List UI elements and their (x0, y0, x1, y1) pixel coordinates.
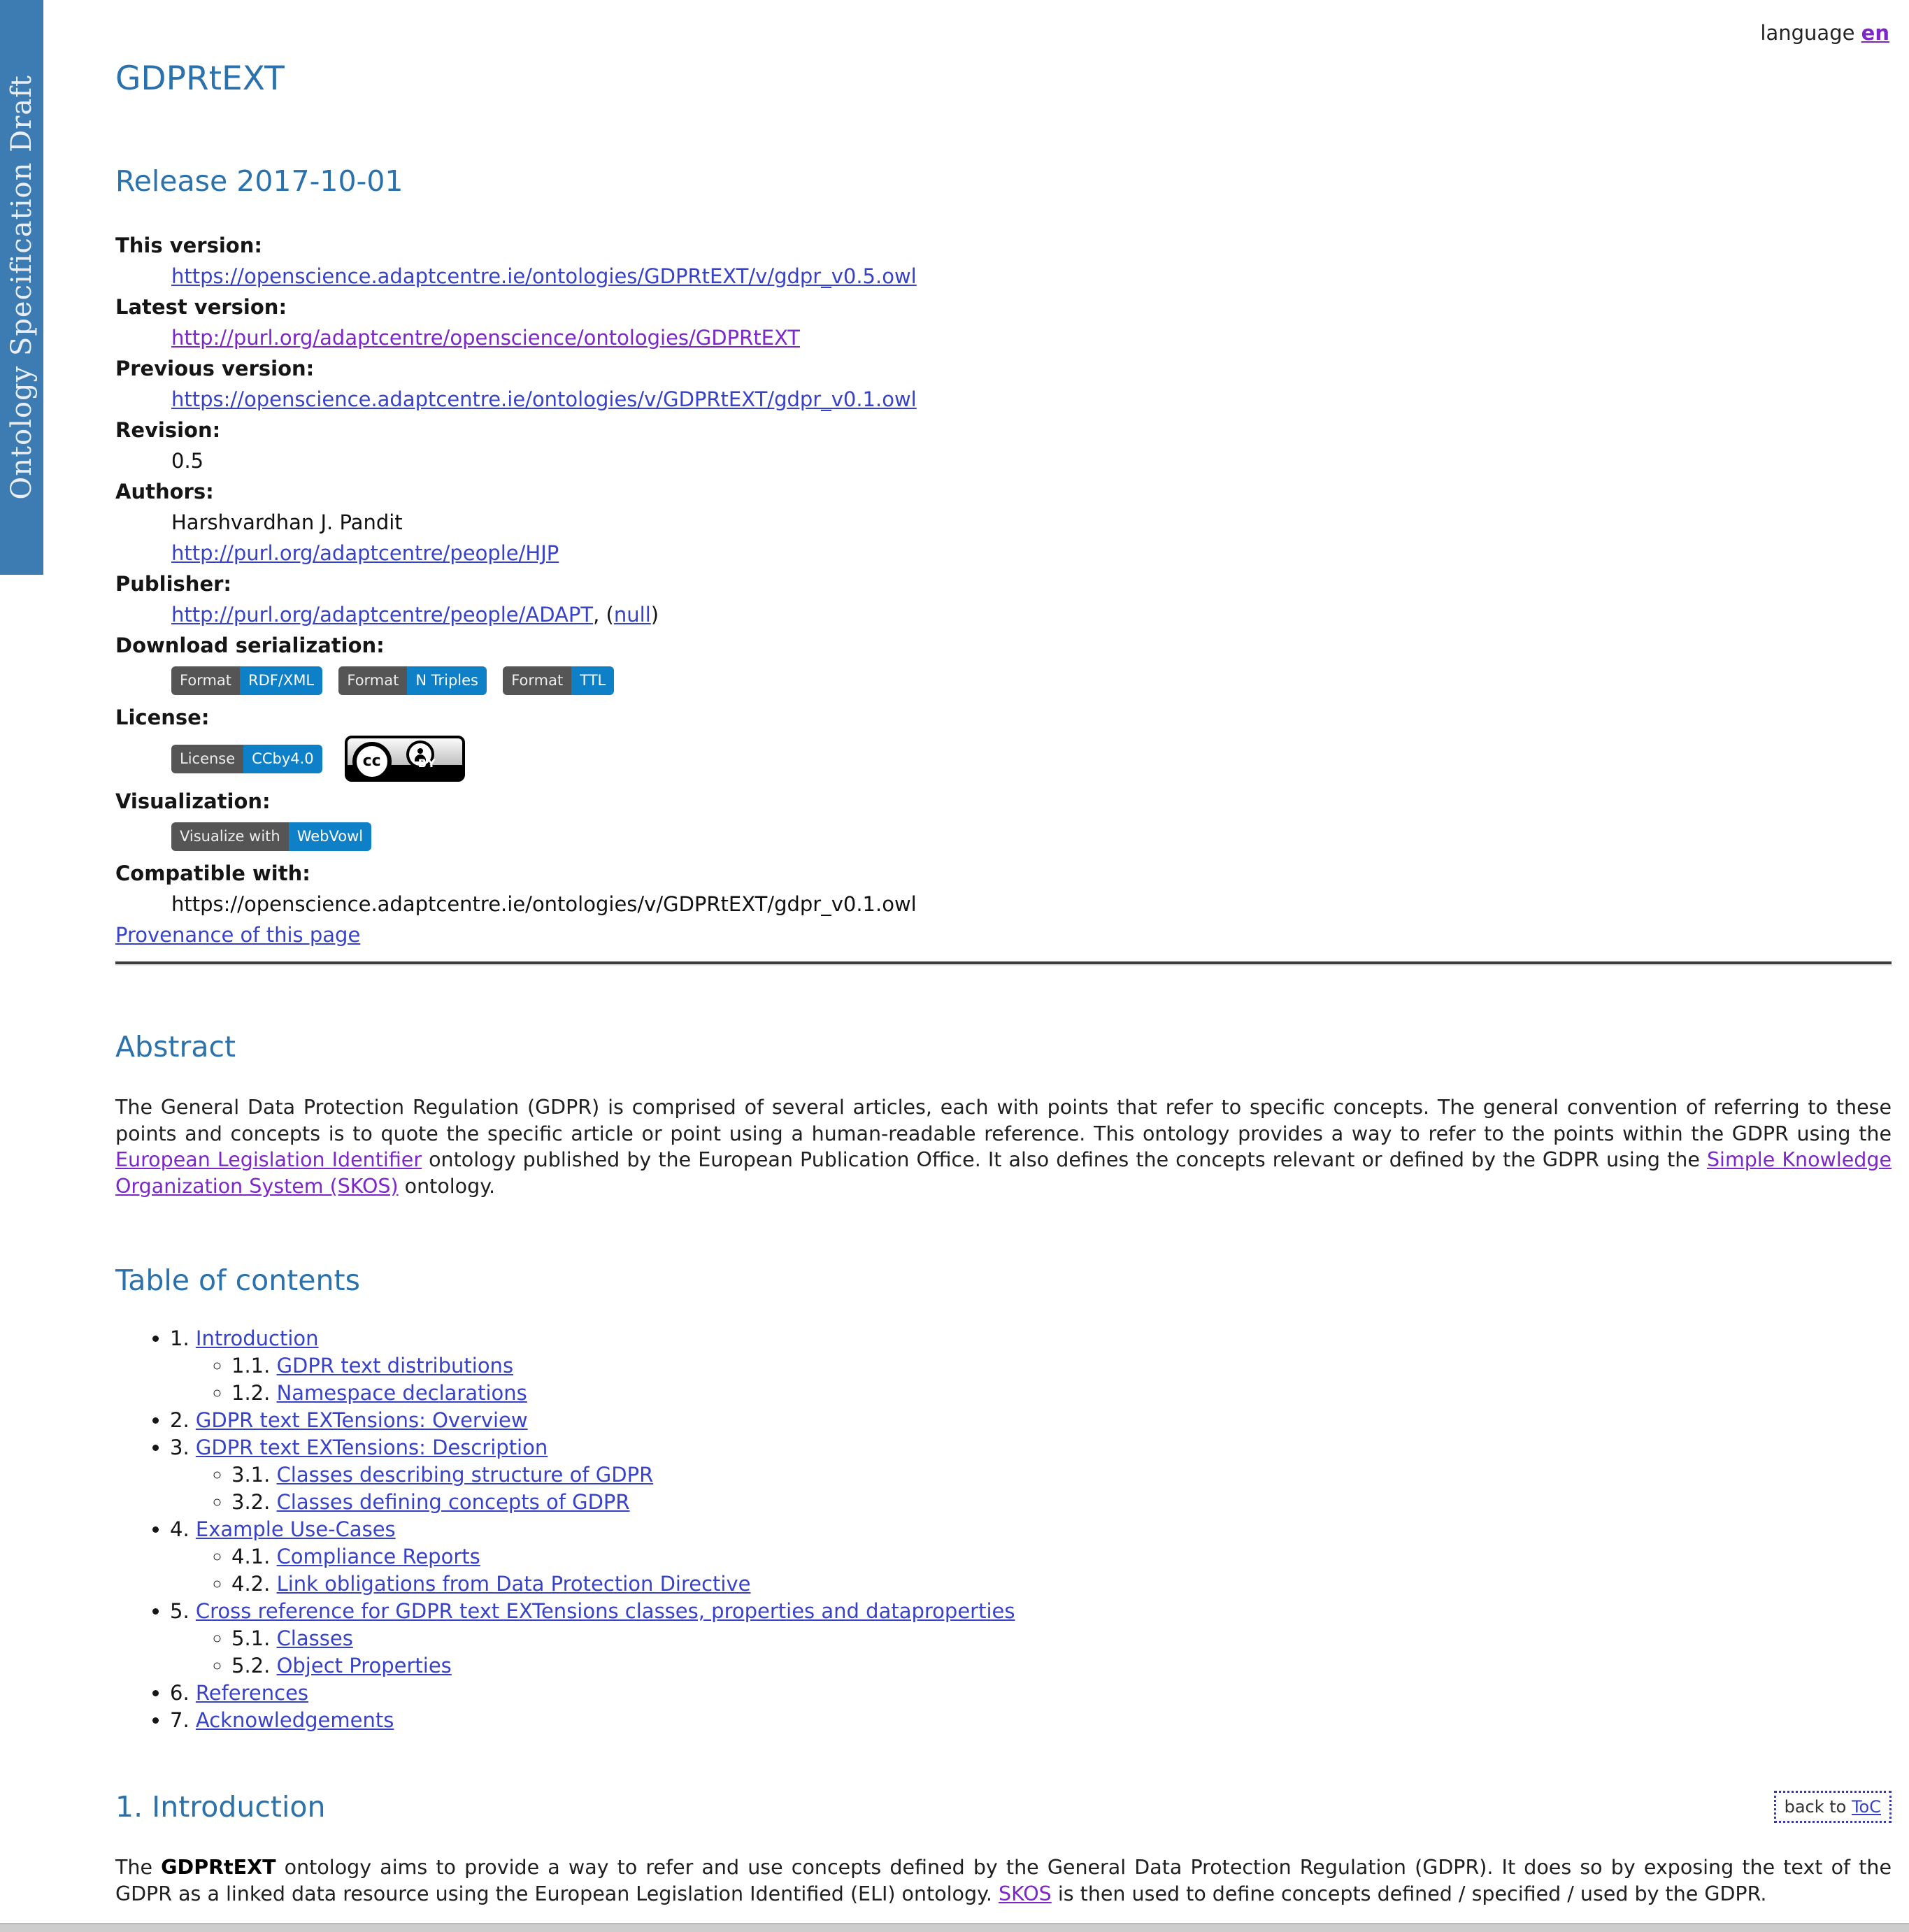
release-heading: Release 2017-10-01 (115, 164, 403, 198)
publisher-close: ) (650, 603, 659, 627)
publisher-link[interactable]: http://purl.org/adaptcentre/people/ADAPT (171, 603, 594, 627)
language-link-en[interactable]: en (1861, 21, 1889, 45)
toc-item (231, 1652, 1892, 1680)
toc-link-classes-concepts[interactable]: Classes defining concepts of GDPR (276, 1490, 630, 1514)
serialization-badges (171, 661, 1892, 702)
this-version-label: This version: (115, 234, 262, 257)
draft-banner (0, 0, 43, 575)
page-title: GDPRtEXT (115, 59, 285, 98)
abstract-paragraph: The General Data Protection Regulation (GDPR) is comprised of several articles, each with points that refer to specific concepts. The general convention of referring to these points and concepts is to quote the specific article or point using a human-readable reference. This ontology provides a way to refer to the points within the GDPR using the European Legislation Identifier ontology published by the European Publication Office. It also defines the concepts relevant or defined by the GDPR using the Simple Knowledge Organization System (SKOS) ontology. (115, 1096, 1892, 1198)
toc-list (115, 1325, 1892, 1734)
toc-link-gdpr-text-distributions[interactable]: GDPR text distributions (276, 1354, 514, 1378)
toc-link-description[interactable]: GDPR text EXTensions: Description (195, 1436, 548, 1459)
toc-number: 1.2. (231, 1381, 271, 1405)
toc-number: 1.1. (231, 1354, 271, 1378)
toc-link-classes-structure[interactable]: Classes describing structure of GDPR (276, 1463, 654, 1487)
toc-item (231, 1543, 1892, 1570)
draft-banner-text: Ontology Specification Draft (6, 75, 38, 500)
toc-number: 3.1. (231, 1463, 271, 1487)
toc-item (170, 1325, 1892, 1407)
toc-item (170, 1680, 1892, 1707)
toc-link-references[interactable]: References (195, 1681, 309, 1705)
toc-item (231, 1625, 1892, 1652)
back-to-toc-link[interactable]: ToC (1851, 1797, 1881, 1817)
revision-value: 0.5 (171, 449, 204, 473)
toc-number: 4. (170, 1517, 190, 1541)
toc-link-acknowledgements[interactable]: Acknowledgements (195, 1708, 394, 1732)
toc-number: 1. (170, 1326, 190, 1350)
toc-item (231, 1489, 1892, 1516)
toc-item (170, 1598, 1892, 1680)
introduction-heading: 1. Introduction (115, 1790, 326, 1824)
cc-by-label: BY (417, 757, 437, 770)
previous-version-label: Previous version: (115, 357, 315, 380)
toc-link-object-properties[interactable]: Object Properties (276, 1654, 452, 1677)
skos-intro-link[interactable]: SKOS (999, 1882, 1052, 1905)
visualization-label: Visualization: (115, 789, 271, 813)
toc-link-cross-reference[interactable]: Cross reference for GDPR text EXTensions classes, properties and dataproperties (195, 1599, 1015, 1623)
latest-version-label: Latest version: (115, 295, 287, 319)
eli-link[interactable]: European Legislation Identifier (115, 1148, 422, 1171)
back-to-label: back to (1784, 1797, 1852, 1817)
publisher-null-link[interactable]: null (613, 603, 651, 627)
publisher-value (171, 599, 1892, 630)
author-link[interactable]: http://purl.org/adaptcentre/people/HJP (171, 541, 559, 565)
cc-logo-icon: cc (352, 742, 392, 781)
toc-number: 3. (170, 1436, 190, 1459)
provenance-link[interactable]: Provenance of this page (115, 923, 361, 947)
license-row (171, 733, 1892, 786)
toc-item (170, 1516, 1892, 1598)
compatible-label: Compatible with: (115, 861, 310, 885)
webvowl-badge[interactable]: Visualize with WebVowl (171, 822, 371, 851)
toc-item (231, 1380, 1892, 1407)
toc-link-namespace-declarations[interactable]: Namespace declarations (276, 1381, 527, 1405)
publisher-separator: , ( (593, 603, 614, 627)
bottom-divider (0, 1923, 1909, 1932)
introduction-section-header (115, 1790, 1892, 1824)
author-name: Harshvardhan J. Pandit (171, 510, 403, 534)
format-badge-ttl[interactable]: Format TTL (503, 666, 614, 695)
format-badge-rdfxml[interactable]: Format RDF/XML (171, 666, 322, 695)
toc-link-overview[interactable]: GDPR text EXTensions: Overview (195, 1408, 528, 1432)
toc-link-introduction[interactable]: Introduction (195, 1326, 319, 1350)
language-label: language (1760, 21, 1855, 45)
serialization-label: Download serialization: (115, 634, 385, 657)
toc-item (231, 1352, 1892, 1380)
back-to-toc-box (1774, 1791, 1892, 1823)
toc-number: 5. (170, 1599, 190, 1623)
metadata-list (115, 230, 1892, 920)
toc-number: 4.1. (231, 1545, 271, 1568)
toc-item (170, 1407, 1892, 1434)
authors-label: Authors: (115, 480, 214, 503)
license-badge[interactable]: License CCby4.0 (171, 745, 322, 773)
visualization-badges (171, 817, 1892, 858)
toc-number: 3.2. (231, 1490, 271, 1514)
this-version-link[interactable]: https://openscience.adaptcentre.ie/ontologies/GDPRtEXT/v/gdpr_v0.5.owl (171, 264, 917, 288)
revision-label: Revision: (115, 418, 221, 442)
toc-item (231, 1570, 1892, 1598)
introduction-paragraph: The GDPRtEXT ontology aims to provide a way to refer and use concepts defined by the General Data Protection Regulation (GDPR). It does so by exposing the text of the GDPR as a linked data resource using the European Legislation Identified (ELI) ontology. SKOS is then used to define concepts defined / specified / used by the GDPR. (115, 1856, 1892, 1905)
toc-number: 7. (170, 1708, 190, 1732)
toc-number: 5.1. (231, 1626, 271, 1650)
abstract-heading: Abstract (115, 1030, 236, 1064)
toc-link-classes[interactable]: Classes (276, 1626, 353, 1650)
previous-version-link[interactable]: https://openscience.adaptcentre.ie/ontologies/v/GDPRtEXT/gdpr_v0.1.owl (171, 387, 917, 411)
latest-version-link[interactable]: http://purl.org/adaptcentre/openscience/ontologies/GDPRtEXT (171, 326, 801, 350)
license-label: License: (115, 706, 210, 729)
main-content (115, 0, 1892, 1907)
toc-number: 6. (170, 1681, 190, 1705)
publisher-label: Publisher: (115, 572, 232, 596)
toc-heading: Table of contents (115, 1264, 360, 1297)
format-badge-ntriples[interactable]: Format N Triples (338, 666, 487, 695)
toc-item (170, 1707, 1892, 1734)
compatible-value: https://openscience.adaptcentre.ie/ontologies/v/GDPRtEXT/gdpr_v0.1.owl (171, 892, 917, 916)
toc-link-link-obligations[interactable]: Link obligations from Data Protection Directive (276, 1572, 751, 1596)
toc-link-compliance-reports[interactable]: Compliance Reports (276, 1545, 480, 1568)
skos-link[interactable]: Simple Knowledge Organization System (SKOS) (115, 1148, 1892, 1198)
header-divider (115, 961, 1892, 966)
gdprtext-bold: GDPRtEXT (161, 1856, 276, 1879)
toc-number: 2. (170, 1408, 190, 1432)
cc-by-license-image[interactable] (345, 736, 465, 782)
toc-number: 4.2. (231, 1572, 271, 1596)
toc-number: 5.2. (231, 1654, 271, 1677)
toc-item (231, 1461, 1892, 1489)
toc-item (170, 1434, 1892, 1516)
toc-link-use-cases[interactable]: Example Use-Cases (195, 1517, 396, 1541)
